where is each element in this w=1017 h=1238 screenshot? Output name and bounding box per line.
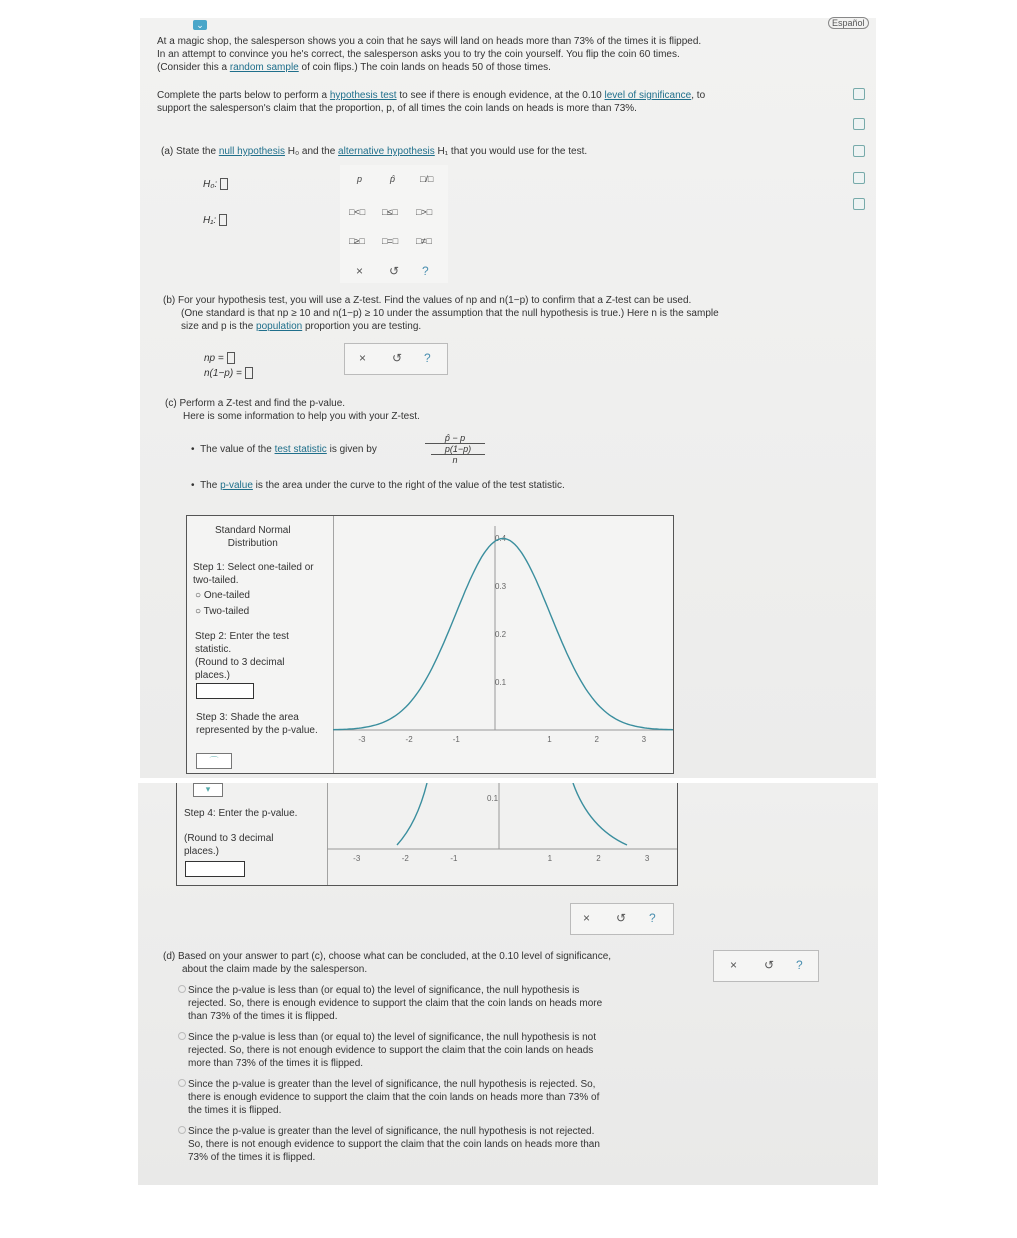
problem-intro: [157, 35, 837, 74]
y-tick-label: 0.2: [495, 630, 507, 639]
option-line: than 73% of the times it is flipped.: [188, 1011, 338, 1022]
option-line: the times it is flipped.: [188, 1105, 282, 1116]
part-d-toolbar: [713, 950, 819, 982]
x-tick-label: -2: [405, 735, 413, 744]
radio-button[interactable]: [178, 1032, 186, 1040]
p-symbol-button[interactable]: p: [357, 174, 363, 184]
two-tailed-option[interactable]: ○ Two-tailed: [195, 606, 250, 617]
option-line: rejected. So, there is enough evidence to support the claim that the coin lands on heads more: [188, 998, 603, 1009]
instructions: [157, 89, 837, 115]
text: (a) State the: [161, 146, 219, 157]
x-tick-label: -3: [353, 854, 361, 863]
radio-button[interactable]: [178, 985, 186, 993]
bullet-p-value: • The p-value is the area under the curve to the right of the value of the test statistic.: [191, 480, 565, 491]
help-button[interactable]: ?: [424, 351, 431, 365]
option-line: Since the p-value is greater than the level of significance, the null hypothesis is not rejected.: [188, 1126, 595, 1137]
y-tick-label: 0.1: [487, 794, 499, 803]
nq-input[interactable]: [245, 367, 253, 379]
np-label: np =: [204, 353, 224, 364]
conclusion-option-2[interactable]: [178, 1031, 698, 1070]
x-tick-label: 2: [596, 854, 601, 863]
test-statistic-link[interactable]: test statistic: [274, 444, 327, 455]
intro-line: [157, 61, 837, 74]
option-line: So, there is not enough evidence to support the claim that the coin lands on heads more than: [188, 1139, 600, 1150]
step2-note: (Round to 3 decimal places.): [195, 657, 285, 681]
y-tick-label: 0.4: [495, 534, 507, 543]
two-tailed-label: Two-tailed: [203, 606, 250, 617]
h0-input[interactable]: [220, 178, 228, 190]
x-tick-label: -1: [452, 735, 460, 744]
collapse-chevron-icon[interactable]: ⌄: [193, 20, 207, 30]
less-equal-button[interactable]: □≤□: [382, 207, 398, 217]
help-button[interactable]: ?: [796, 958, 803, 972]
text: (Consider this a: [157, 62, 230, 73]
x-tick-label: 1: [547, 854, 553, 863]
one-tailed-option[interactable]: ○ One-tailed: [195, 590, 250, 601]
symbol-palette: [340, 165, 448, 283]
fraction-button[interactable]: □/□: [420, 174, 434, 184]
h1-row: [203, 214, 227, 227]
conclusion-option-4[interactable]: [178, 1125, 698, 1164]
x-tick-label: -3: [358, 735, 366, 744]
hypothesis-test-link[interactable]: hypothesis test: [329, 90, 397, 101]
option-line: rejected. So, there is not enough evidence to support the claim that the coin lands on heads: [188, 1045, 594, 1056]
option-line: there is enough evidence to support the claim that the coin lands on heads more than 73% of: [188, 1092, 600, 1103]
x-tick-label: 3: [644, 854, 650, 863]
message-icon[interactable]: [853, 198, 865, 210]
text: The value of the: [200, 444, 275, 455]
x-tick-label: 2: [594, 735, 599, 744]
z-formula: [425, 433, 485, 465]
less-than-button[interactable]: □<□: [349, 207, 366, 217]
option-line: 73% of the times it is flipped.: [188, 1152, 316, 1163]
p-hat-symbol-button[interactable]: p̂: [390, 174, 396, 184]
undo-button[interactable]: ↺: [764, 958, 775, 972]
undo-button[interactable]: ↺: [389, 264, 400, 278]
p-value-input[interactable]: [185, 861, 245, 877]
help-button[interactable]: ?: [422, 264, 429, 278]
formula-denominator: p(1−p): [431, 444, 485, 455]
instructions-line: [157, 89, 837, 102]
part-d-line: about the claim made by the salesperson.: [182, 964, 368, 975]
y-tick-label: 0.1: [495, 678, 507, 687]
part-c-toolbar: [570, 903, 674, 935]
text: H₁ that you would use for the test.: [434, 146, 588, 157]
conclusion-option-3[interactable]: [178, 1078, 698, 1117]
part-d-line: (d) Based on your answer to part (c), choose what can be concluded, at the 0.10 level of significance,: [163, 951, 612, 962]
alternative-hypothesis-link[interactable]: alternative hypothesis: [338, 146, 435, 157]
nq-label: n(1−p) =: [204, 368, 242, 379]
intro-line: At a magic shop, the salesperson shows you a coin that he says will land on heads more than 73% of the times it is flipped.: [157, 36, 702, 47]
step2-label: Step 2: Enter the test statistic.: [195, 631, 289, 655]
instructions-line: support the salesperson's claim that the proportion, p, of all times the coin lands on heads is more than 73%.: [157, 103, 637, 114]
random-sample-link[interactable]: random sample: [229, 62, 299, 73]
part-c-title: (c) Perform a Z-test and find the p-value.: [165, 398, 346, 409]
part-a-question: [161, 145, 761, 158]
clear-button[interactable]: ×: [730, 958, 738, 972]
np-input[interactable]: [227, 352, 235, 364]
p-value-link[interactable]: p-value: [220, 480, 253, 491]
normal-distribution-chart-lower[interactable]: [327, 783, 677, 885]
tool-title: [215, 524, 291, 550]
part-b-toolbar: [344, 343, 448, 375]
greater-than-button[interactable]: □>□: [416, 207, 433, 217]
text: , to: [691, 90, 706, 101]
part-c-subtitle: Here is some information to help you with your Z-test.: [183, 411, 420, 422]
part-b-line: [163, 320, 833, 333]
one-tailed-label: One-tailed: [203, 590, 250, 601]
textbook-icon[interactable]: [853, 172, 865, 184]
np-row: [204, 352, 235, 365]
z-test-tool: [186, 515, 674, 774]
option-line: Since the p-value is less than (or equal to) the level of significance, the null hypothesis is not: [188, 1032, 597, 1043]
h0-row: [203, 178, 228, 191]
intro-line: In an attempt to convince you he's correct, the salesperson asks you to try the coin yourself. You flip the coin 60 times.: [157, 49, 680, 60]
normal-distribution-chart[interactable]: [333, 516, 673, 773]
level-of-significance-link[interactable]: level of significance: [604, 90, 692, 101]
text: of coin flips.) The coin lands on heads 50 of those times.: [298, 62, 551, 73]
table-icon[interactable]: [853, 145, 865, 157]
clear-button[interactable]: ×: [359, 351, 367, 365]
x-tick-group: [353, 854, 650, 863]
text: to see if there is enough evidence, at the 0.10: [396, 90, 605, 101]
x-tick-label: -2: [401, 854, 409, 863]
x-tick-label: 3: [641, 735, 647, 744]
not-equal-button[interactable]: □≠□: [416, 236, 432, 246]
x-tick-group: [358, 735, 646, 744]
text: H₀ and the: [284, 146, 339, 157]
text: proportion you are testing.: [302, 321, 422, 332]
population-link[interactable]: population: [256, 321, 303, 332]
part-d-question: [163, 950, 708, 976]
text: is given by: [326, 444, 377, 455]
h1-input[interactable]: [219, 214, 227, 226]
step3-label: Step 3: Shade the area represented by the p-value.: [196, 712, 318, 736]
null-hypothesis-link[interactable]: null hypothesis: [218, 146, 285, 157]
test-statistic-input[interactable]: [196, 683, 254, 699]
y-tick-group: [495, 534, 507, 687]
h1-label: H₁:: [203, 215, 217, 226]
text: Complete the parts below to perform a: [157, 90, 330, 101]
part-b-line: (One standard is that np ≥ 10 and n(1−p) ≥ 10 under the assumption that the null hypothesis is true.) Here n is the sample: [181, 308, 719, 319]
equal-button[interactable]: □=□: [382, 236, 399, 246]
x-tick-label: -1: [450, 854, 458, 863]
greater-equal-button[interactable]: □≥□: [349, 236, 365, 246]
video-icon[interactable]: [853, 118, 865, 130]
part-b-line: (b) For your hypothesis test, you will use a Z-test. Find the values of np and n(1−p) to confirm that a Z-test can be used.: [163, 295, 692, 306]
option-line: Since the p-value is less than (or equal to) the level of significance, the null hypothesis is: [188, 985, 580, 996]
formula-n: n: [452, 455, 458, 465]
dropdown-chevron-icon[interactable]: ▾: [193, 783, 223, 797]
h0-label: H₀:: [203, 179, 218, 190]
curve-right-tail: [573, 783, 627, 845]
option-line: Since the p-value is greater than the level of significance, the null hypothesis is rejected. So,: [188, 1079, 596, 1090]
step1-label: Step 1: Select one-tailed or two-tailed.: [193, 562, 314, 586]
z-test-tool-continued: [176, 783, 678, 886]
calculator-icon[interactable]: [853, 88, 865, 100]
nq-row: [204, 367, 253, 380]
tool-title-line: Distribution: [227, 538, 278, 549]
part-b-question: [163, 294, 833, 333]
radio-button[interactable]: [178, 1126, 186, 1134]
y-tick-label: 0.3: [495, 582, 507, 591]
step4-label: Step 4: Enter the p-value.: [184, 808, 298, 819]
x-tick-label: 1: [547, 735, 552, 744]
option-line: more than 73% of the times it is flipped.: [188, 1058, 364, 1069]
text: The: [200, 480, 221, 491]
conclusion-option-1[interactable]: [178, 984, 698, 1023]
text: size and p is the: [181, 321, 257, 332]
radio-button[interactable]: [178, 1079, 186, 1087]
undo-button[interactable]: ↺: [616, 911, 627, 925]
formula-numerator: p̂ − p: [425, 433, 485, 444]
bullet-test-statistic: • The value of the test statistic is given by: [191, 444, 377, 455]
shade-tool-icon[interactable]: ⌒: [196, 753, 232, 769]
help-button[interactable]: ?: [649, 911, 656, 925]
tool-title-line: Standard Normal: [215, 525, 291, 536]
curve-left-tail: [397, 783, 427, 845]
undo-button[interactable]: ↺: [392, 351, 403, 365]
clear-button[interactable]: ×: [583, 911, 591, 925]
step4-note: (Round to 3 decimal places.): [184, 833, 274, 857]
language-toggle[interactable]: Español: [828, 17, 869, 29]
text: is the area under the curve to the right of the value of the test statistic.: [252, 480, 565, 491]
clear-button[interactable]: ×: [356, 264, 364, 278]
